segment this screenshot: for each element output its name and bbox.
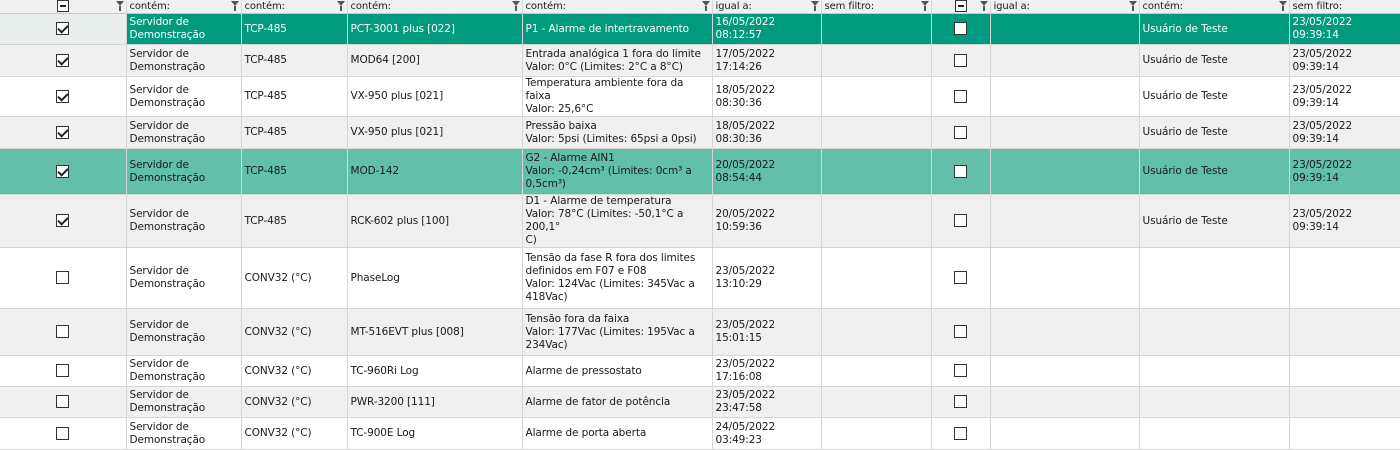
row-select-cell[interactable] bbox=[0, 149, 126, 195]
filter-connection[interactable] bbox=[241, 0, 347, 14]
table-row[interactable] bbox=[0, 77, 1400, 117]
alarm-cell: Alarme de fator de potência bbox=[522, 387, 712, 418]
ack-cell[interactable] bbox=[931, 309, 990, 356]
server-cell: Servidor de Demonstração bbox=[126, 117, 241, 149]
table-row[interactable] bbox=[0, 309, 1400, 356]
blank-cell bbox=[821, 309, 931, 356]
row-select-cell[interactable] bbox=[0, 356, 126, 387]
row-select-cell[interactable] bbox=[0, 14, 126, 45]
connection-cell: CONV32 (°C) bbox=[241, 418, 347, 450]
alarm-cell: P1 - Alarme de intertravamento bbox=[522, 14, 712, 45]
user-cell bbox=[1139, 248, 1289, 309]
filter-select-all[interactable] bbox=[0, 0, 126, 14]
user-cell: Usuário de Teste bbox=[1139, 45, 1289, 77]
connection-cell: TCP-485 bbox=[241, 195, 347, 248]
row-checkbox[interactable] bbox=[56, 90, 69, 103]
filter-icon[interactable] bbox=[921, 1, 929, 11]
blank-cell bbox=[821, 418, 931, 450]
device-cell: RCK-602 plus [100] bbox=[347, 195, 522, 248]
ack-checkbox[interactable] bbox=[954, 214, 967, 227]
row-checkbox[interactable] bbox=[56, 427, 69, 440]
user-date-cell bbox=[1289, 356, 1400, 387]
filter-blank2[interactable] bbox=[990, 0, 1139, 14]
filter-label: sem filtro: bbox=[824, 0, 875, 12]
blank2-cell bbox=[990, 149, 1139, 195]
filter-icon[interactable] bbox=[512, 1, 520, 11]
device-cell: TC-960Ri Log bbox=[347, 356, 522, 387]
date-cell: 24/05/2022 03:49:23 bbox=[712, 418, 821, 450]
device-cell: VX-950 plus [021] bbox=[347, 77, 522, 117]
blank2-cell bbox=[990, 45, 1139, 77]
ack-checkbox[interactable] bbox=[954, 325, 967, 338]
date-cell: 18/05/2022 08:30:36 bbox=[712, 117, 821, 149]
row-select-cell[interactable] bbox=[0, 309, 126, 356]
filter-ack[interactable] bbox=[931, 0, 990, 14]
date-cell: 20/05/2022 10:59:36 bbox=[712, 195, 821, 248]
user-cell: Usuário de Teste bbox=[1139, 77, 1289, 117]
blank2-cell bbox=[990, 77, 1139, 117]
date-cell: 17/05/2022 17:14:26 bbox=[712, 45, 821, 77]
device-cell: MT-516EVT plus [008] bbox=[347, 309, 522, 356]
server-cell: Servidor de Demonstração bbox=[126, 149, 241, 195]
filter-user-date[interactable] bbox=[1289, 0, 1400, 14]
device-cell: PhaseLog bbox=[347, 248, 522, 309]
blank2-cell bbox=[990, 195, 1139, 248]
table-row[interactable] bbox=[0, 195, 1400, 248]
user-cell bbox=[1139, 309, 1289, 356]
table-row[interactable] bbox=[0, 248, 1400, 309]
connection-cell: TCP-485 bbox=[241, 149, 347, 195]
row-select-cell[interactable] bbox=[0, 387, 126, 418]
row-select-cell[interactable] bbox=[0, 45, 126, 77]
row-checkbox[interactable] bbox=[56, 165, 69, 178]
date-cell: 23/05/2022 17:16:08 bbox=[712, 356, 821, 387]
row-checkbox[interactable] bbox=[56, 126, 69, 139]
user-date-cell bbox=[1289, 248, 1400, 309]
connection-cell: CONV32 (°C) bbox=[241, 309, 347, 356]
device-cell: TC-900E Log bbox=[347, 418, 522, 450]
ack-checkbox[interactable] bbox=[954, 165, 967, 178]
blank2-cell bbox=[990, 117, 1139, 149]
user-cell: Usuário de Teste bbox=[1139, 149, 1289, 195]
connection-cell: CONV32 (°C) bbox=[241, 248, 347, 309]
blank-cell bbox=[821, 195, 931, 248]
filter-label: contém: bbox=[1142, 0, 1183, 12]
connection-cell: TCP-485 bbox=[241, 45, 347, 77]
table-row[interactable] bbox=[0, 14, 1400, 45]
connection-cell: TCP-485 bbox=[241, 117, 347, 149]
user-cell: Usuário de Teste bbox=[1139, 117, 1289, 149]
filter-icon[interactable] bbox=[980, 1, 988, 11]
row-checkbox[interactable] bbox=[56, 395, 69, 408]
filter-label: contém: bbox=[244, 0, 285, 12]
blank-cell bbox=[821, 356, 931, 387]
filter-icon[interactable] bbox=[1129, 1, 1137, 11]
user-cell: Usuário de Teste bbox=[1139, 14, 1289, 45]
alarm-cell: Pressão baixa Valor: 5psi (Limites: 65psi a 0psi) bbox=[522, 117, 712, 149]
row-checkbox[interactable] bbox=[56, 54, 69, 67]
user-date-cell bbox=[1289, 309, 1400, 356]
ack-cell[interactable] bbox=[931, 195, 990, 248]
alarm-cell: Entrada analógica 1 fora do limite Valor: 0°C (Limites: 2°C a 8°C) bbox=[522, 45, 712, 77]
filter-icon[interactable] bbox=[337, 1, 345, 11]
user-cell bbox=[1139, 418, 1289, 450]
date-cell: 23/05/2022 15:01:15 bbox=[712, 309, 821, 356]
alarm-cell: Temperatura ambiente fora da faixa Valor: 25,6°C bbox=[522, 77, 712, 117]
row-checkbox[interactable] bbox=[56, 325, 69, 338]
blank-cell bbox=[821, 248, 931, 309]
user-date-cell bbox=[1289, 418, 1400, 450]
blank-cell bbox=[821, 149, 931, 195]
user-date-cell: 23/05/2022 09:39:14 bbox=[1289, 195, 1400, 248]
ack-checkbox[interactable] bbox=[954, 395, 967, 408]
date-cell: 23/05/2022 23:47:58 bbox=[712, 387, 821, 418]
filter-server[interactable] bbox=[126, 0, 241, 14]
user-cell bbox=[1139, 387, 1289, 418]
server-cell: Servidor de Demonstração bbox=[126, 14, 241, 45]
filter-blank[interactable] bbox=[821, 0, 931, 14]
row-checkbox[interactable] bbox=[56, 214, 69, 227]
ack-checkbox[interactable] bbox=[954, 271, 967, 284]
blank2-cell bbox=[990, 356, 1139, 387]
server-cell: Servidor de Demonstração bbox=[126, 387, 241, 418]
date-cell: 18/05/2022 08:30:36 bbox=[712, 77, 821, 117]
blank-cell bbox=[821, 45, 931, 77]
filter-row bbox=[0, 0, 1400, 14]
filter-user[interactable] bbox=[1139, 0, 1289, 14]
ack-cell[interactable] bbox=[931, 77, 990, 117]
date-cell: 20/05/2022 08:54:44 bbox=[712, 149, 821, 195]
filter-icon[interactable] bbox=[116, 1, 124, 11]
filter-label: contém: bbox=[525, 0, 566, 12]
user-cell: Usuário de Teste bbox=[1139, 195, 1289, 248]
row-checkbox[interactable] bbox=[56, 22, 69, 35]
user-cell bbox=[1139, 356, 1289, 387]
ack-cell[interactable] bbox=[931, 117, 990, 149]
table-row[interactable] bbox=[0, 45, 1400, 77]
server-cell: Servidor de Demonstração bbox=[126, 195, 241, 248]
server-cell: Servidor de Demonstração bbox=[126, 309, 241, 356]
server-cell: Servidor de Demonstração bbox=[126, 248, 241, 309]
alarm-cell: Alarme de pressostato bbox=[522, 356, 712, 387]
user-date-cell: 23/05/2022 09:39:14 bbox=[1289, 14, 1400, 45]
user-date-cell: 23/05/2022 09:39:14 bbox=[1289, 117, 1400, 149]
alarm-cell: Alarme de porta aberta bbox=[522, 418, 712, 450]
blank-cell bbox=[821, 387, 931, 418]
alarm-cell: Tensão da fase R fora dos limites definidos em F07 e F08 Valor: 124Vac (Limites: 345Vac a 418Vac) bbox=[522, 248, 712, 309]
indeterminate-checkbox-icon[interactable] bbox=[57, 0, 69, 12]
server-cell: Servidor de Demonstração bbox=[126, 418, 241, 450]
ack-checkbox[interactable] bbox=[954, 364, 967, 377]
row-checkbox[interactable] bbox=[56, 271, 69, 284]
filter-alarm[interactable] bbox=[522, 0, 712, 14]
row-select-cell[interactable] bbox=[0, 117, 126, 149]
row-checkbox[interactable] bbox=[56, 364, 69, 377]
blank2-cell bbox=[990, 418, 1139, 450]
blank2-cell bbox=[990, 387, 1139, 418]
filter-label: contém: bbox=[129, 0, 170, 12]
ack-cell[interactable] bbox=[931, 387, 990, 418]
row-select-cell[interactable] bbox=[0, 77, 126, 117]
server-cell: Servidor de Demonstração bbox=[126, 45, 241, 77]
indeterminate-checkbox-icon[interactable] bbox=[955, 0, 967, 12]
device-cell: MOD-142 bbox=[347, 149, 522, 195]
filter-icon[interactable] bbox=[231, 1, 239, 11]
blank-cell bbox=[821, 117, 931, 149]
server-cell: Servidor de Demonstração bbox=[126, 356, 241, 387]
date-cell: 23/05/2022 13:10:29 bbox=[712, 248, 821, 309]
table-row[interactable] bbox=[0, 117, 1400, 149]
ack-checkbox[interactable] bbox=[954, 90, 967, 103]
alarm-cell: Tensão fora da faixa Valor: 177Vac (Limites: 195Vac a 234Vac) bbox=[522, 309, 712, 356]
device-cell: PWR-3200 [111] bbox=[347, 387, 522, 418]
device-cell: PCT-3001 plus [022] bbox=[347, 14, 522, 45]
device-cell: VX-950 plus [021] bbox=[347, 117, 522, 149]
ack-cell[interactable] bbox=[931, 45, 990, 77]
blank-cell bbox=[821, 77, 931, 117]
blank2-cell bbox=[990, 14, 1139, 45]
connection-cell: CONV32 (°C) bbox=[241, 387, 347, 418]
connection-cell: TCP-485 bbox=[241, 14, 347, 45]
row-select-cell[interactable] bbox=[0, 195, 126, 248]
filter-label: sem filtro: bbox=[1292, 0, 1343, 12]
device-cell: MOD64 [200] bbox=[347, 45, 522, 77]
filter-icon[interactable] bbox=[702, 1, 710, 11]
alarm-cell: G2 - Alarme AIN1 Valor: -0,24cm³ (Limites: 0cm³ a 0,5cm³) bbox=[522, 149, 712, 195]
filter-label: igual a: bbox=[715, 0, 752, 12]
row-select-cell[interactable] bbox=[0, 248, 126, 309]
ack-cell[interactable] bbox=[931, 248, 990, 309]
filter-device[interactable] bbox=[347, 0, 522, 14]
date-cell: 16/05/2022 08:12:57 bbox=[712, 14, 821, 45]
filter-date[interactable] bbox=[712, 0, 821, 14]
connection-cell: TCP-485 bbox=[241, 77, 347, 117]
server-cell: Servidor de Demonstração bbox=[126, 77, 241, 117]
user-date-cell: 23/05/2022 09:39:14 bbox=[1289, 149, 1400, 195]
ack-checkbox[interactable] bbox=[954, 126, 967, 139]
filter-label: contém: bbox=[350, 0, 391, 12]
table-row[interactable] bbox=[0, 418, 1400, 450]
filter-label: igual a: bbox=[993, 0, 1030, 12]
ack-checkbox[interactable] bbox=[954, 427, 967, 440]
blank2-cell bbox=[990, 248, 1139, 309]
row-select-cell[interactable] bbox=[0, 418, 126, 450]
blank-cell bbox=[821, 14, 931, 45]
alarm-cell: D1 - Alarme de temperatura Valor: 78°C (Limites: -50,1°C a 200,1° C) bbox=[522, 195, 712, 248]
table-row[interactable] bbox=[0, 356, 1400, 387]
ack-cell[interactable] bbox=[931, 356, 990, 387]
blank2-cell bbox=[990, 309, 1139, 356]
ack-cell[interactable] bbox=[931, 14, 990, 45]
table-row[interactable] bbox=[0, 149, 1400, 195]
ack-checkbox[interactable] bbox=[954, 54, 967, 67]
filter-icon[interactable] bbox=[811, 1, 819, 11]
ack-checkbox[interactable] bbox=[954, 22, 967, 35]
table-row[interactable] bbox=[0, 387, 1400, 418]
user-date-cell: 23/05/2022 09:39:14 bbox=[1289, 77, 1400, 117]
ack-cell[interactable] bbox=[931, 418, 990, 450]
user-date-cell: 23/05/2022 09:39:14 bbox=[1289, 45, 1400, 77]
filter-icon[interactable] bbox=[1279, 1, 1287, 11]
ack-cell[interactable] bbox=[931, 149, 990, 195]
user-date-cell bbox=[1289, 387, 1400, 418]
connection-cell: CONV32 (°C) bbox=[241, 356, 347, 387]
